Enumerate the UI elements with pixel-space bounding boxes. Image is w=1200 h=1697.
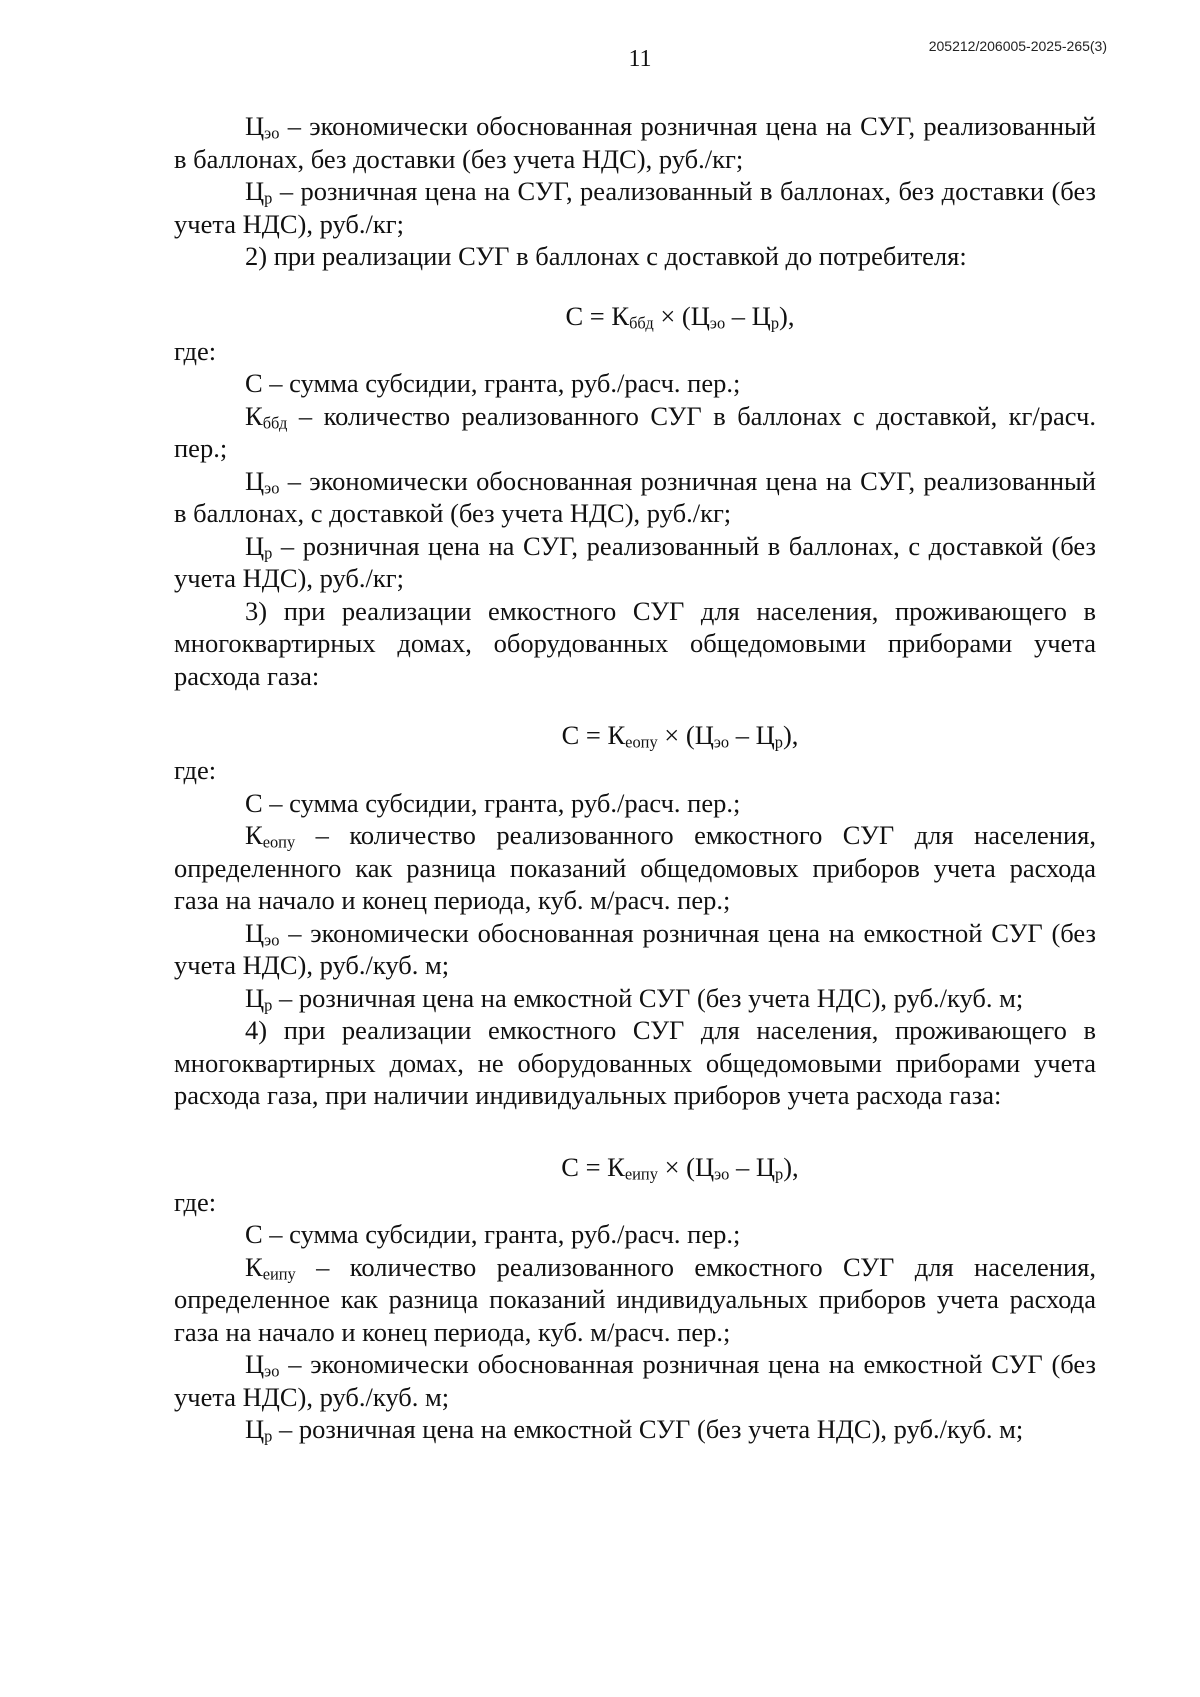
definition-k-bbd: $К_{ббд}$ – количество реализованного СУГ в баллонах с доставкой, кг/расч. пер.; xyxy=(174,400,1096,463)
definition-ts-r-4: $Ц_р$ – розничная цена на емкостной СУГ (без учета НДС), руб./куб. м; xyxy=(245,1414,1024,1446)
where-label-2: где: xyxy=(174,335,217,366)
definition-k-eipu: $К_{еипу}$ – количество реализованного емкостного СУГ для населения, определенное как разница показаний индивидуальных приборов учета расхода газа на начало и конец периода, куб. м/расч. пер.; xyxy=(174,1251,1096,1347)
definition-ts-eo-3: $Ц_{эо}$ – экономически обоснованная розничная цена на емкостной СУГ (без учета НДС), руб./куб. м; xyxy=(174,917,1096,980)
definition-ts-eo-1: $Ц_{эо}$ – экономически обоснованная розничная цена на СУГ, реализованный в баллонах, без доставки (без учета НДС), руб./кг; xyxy=(174,111,1096,174)
definition-ts-eo-4: $Ц_{эо}$ – экономически обоснованная розничная цена на емкостной СУГ (без учета НДС), руб./куб. м; xyxy=(174,1349,1096,1412)
where-label-4: где: xyxy=(174,1186,217,1217)
formula-4: $С = К_{еипу} \times (Ц_{эо} - Ц_р)$, xyxy=(561,1151,799,1184)
definition-c-3: С – сумма субсидии, гранта, руб./расч. пер.; xyxy=(245,787,741,818)
definition-ts-r-3: $Ц_р$ – розничная цена на емкостной СУГ (без учета НДС), руб./куб. м; xyxy=(245,982,1024,1015)
formula-2: $С = К_{ббд} \times (Ц_{эо} - Ц_р)$, xyxy=(565,300,795,333)
definition-c-4: С – сумма субсидии, гранта, руб./расч. пер.; xyxy=(245,1219,741,1249)
definition-ts-eo-2: $Ц_{эо}$ – экономически обоснованная розничная цена на СУГ, реализованный в баллонах, с доставкой (без учета НДС), руб./кг; xyxy=(174,465,1096,528)
item-4-heading: 4) при реализации емкостного СУГ для населения, проживающего в многоквартирных домах, не оборудованных общедомовыми приборами учета расхода газа, при наличии индивидуальных приборов учета расхода газа: xyxy=(174,1015,1096,1110)
definition-c-2: С – сумма субсидии, гранта, руб./расч. пер.; xyxy=(245,368,741,398)
definition-ts-r-1: $Ц_р$ – розничная цена на СУГ, реализованный в баллонах, без доставки (без учета НДС), руб./кг; xyxy=(174,176,1096,239)
where-label-3: где: xyxy=(174,755,217,785)
definition-k-eopu: $К_{еопу}$ – количество реализованного емкостного СУГ для населения, определенного как разница показаний общедомовых приборов учета расхода газа на начало и конец периода, куб. м/расч. пер.; xyxy=(174,820,1096,915)
formula-3: $С = К_{еопу} \times (Ц_{эо} - Ц_р)$, xyxy=(561,720,799,752)
document-code: 205212/206005-2025-265(3) xyxy=(928,38,1107,54)
definition-ts-r-2: $Ц_р$ – розничная цена на СУГ, реализованный в баллонах, с доставкой (без учета НДС), руб./кг; xyxy=(174,530,1096,593)
page-number: 11 xyxy=(628,46,652,72)
document-body xyxy=(174,110,1096,1446)
item-3-heading: 3) при реализации емкостного СУГ для населения, проживающего в многоквартирных домах, оборудованных общедомовыми приборами учета расхода газа: xyxy=(174,595,1096,691)
item-2-heading: 2) при реализации СУГ в баллонах с доставкой до потребителя: xyxy=(245,241,967,271)
